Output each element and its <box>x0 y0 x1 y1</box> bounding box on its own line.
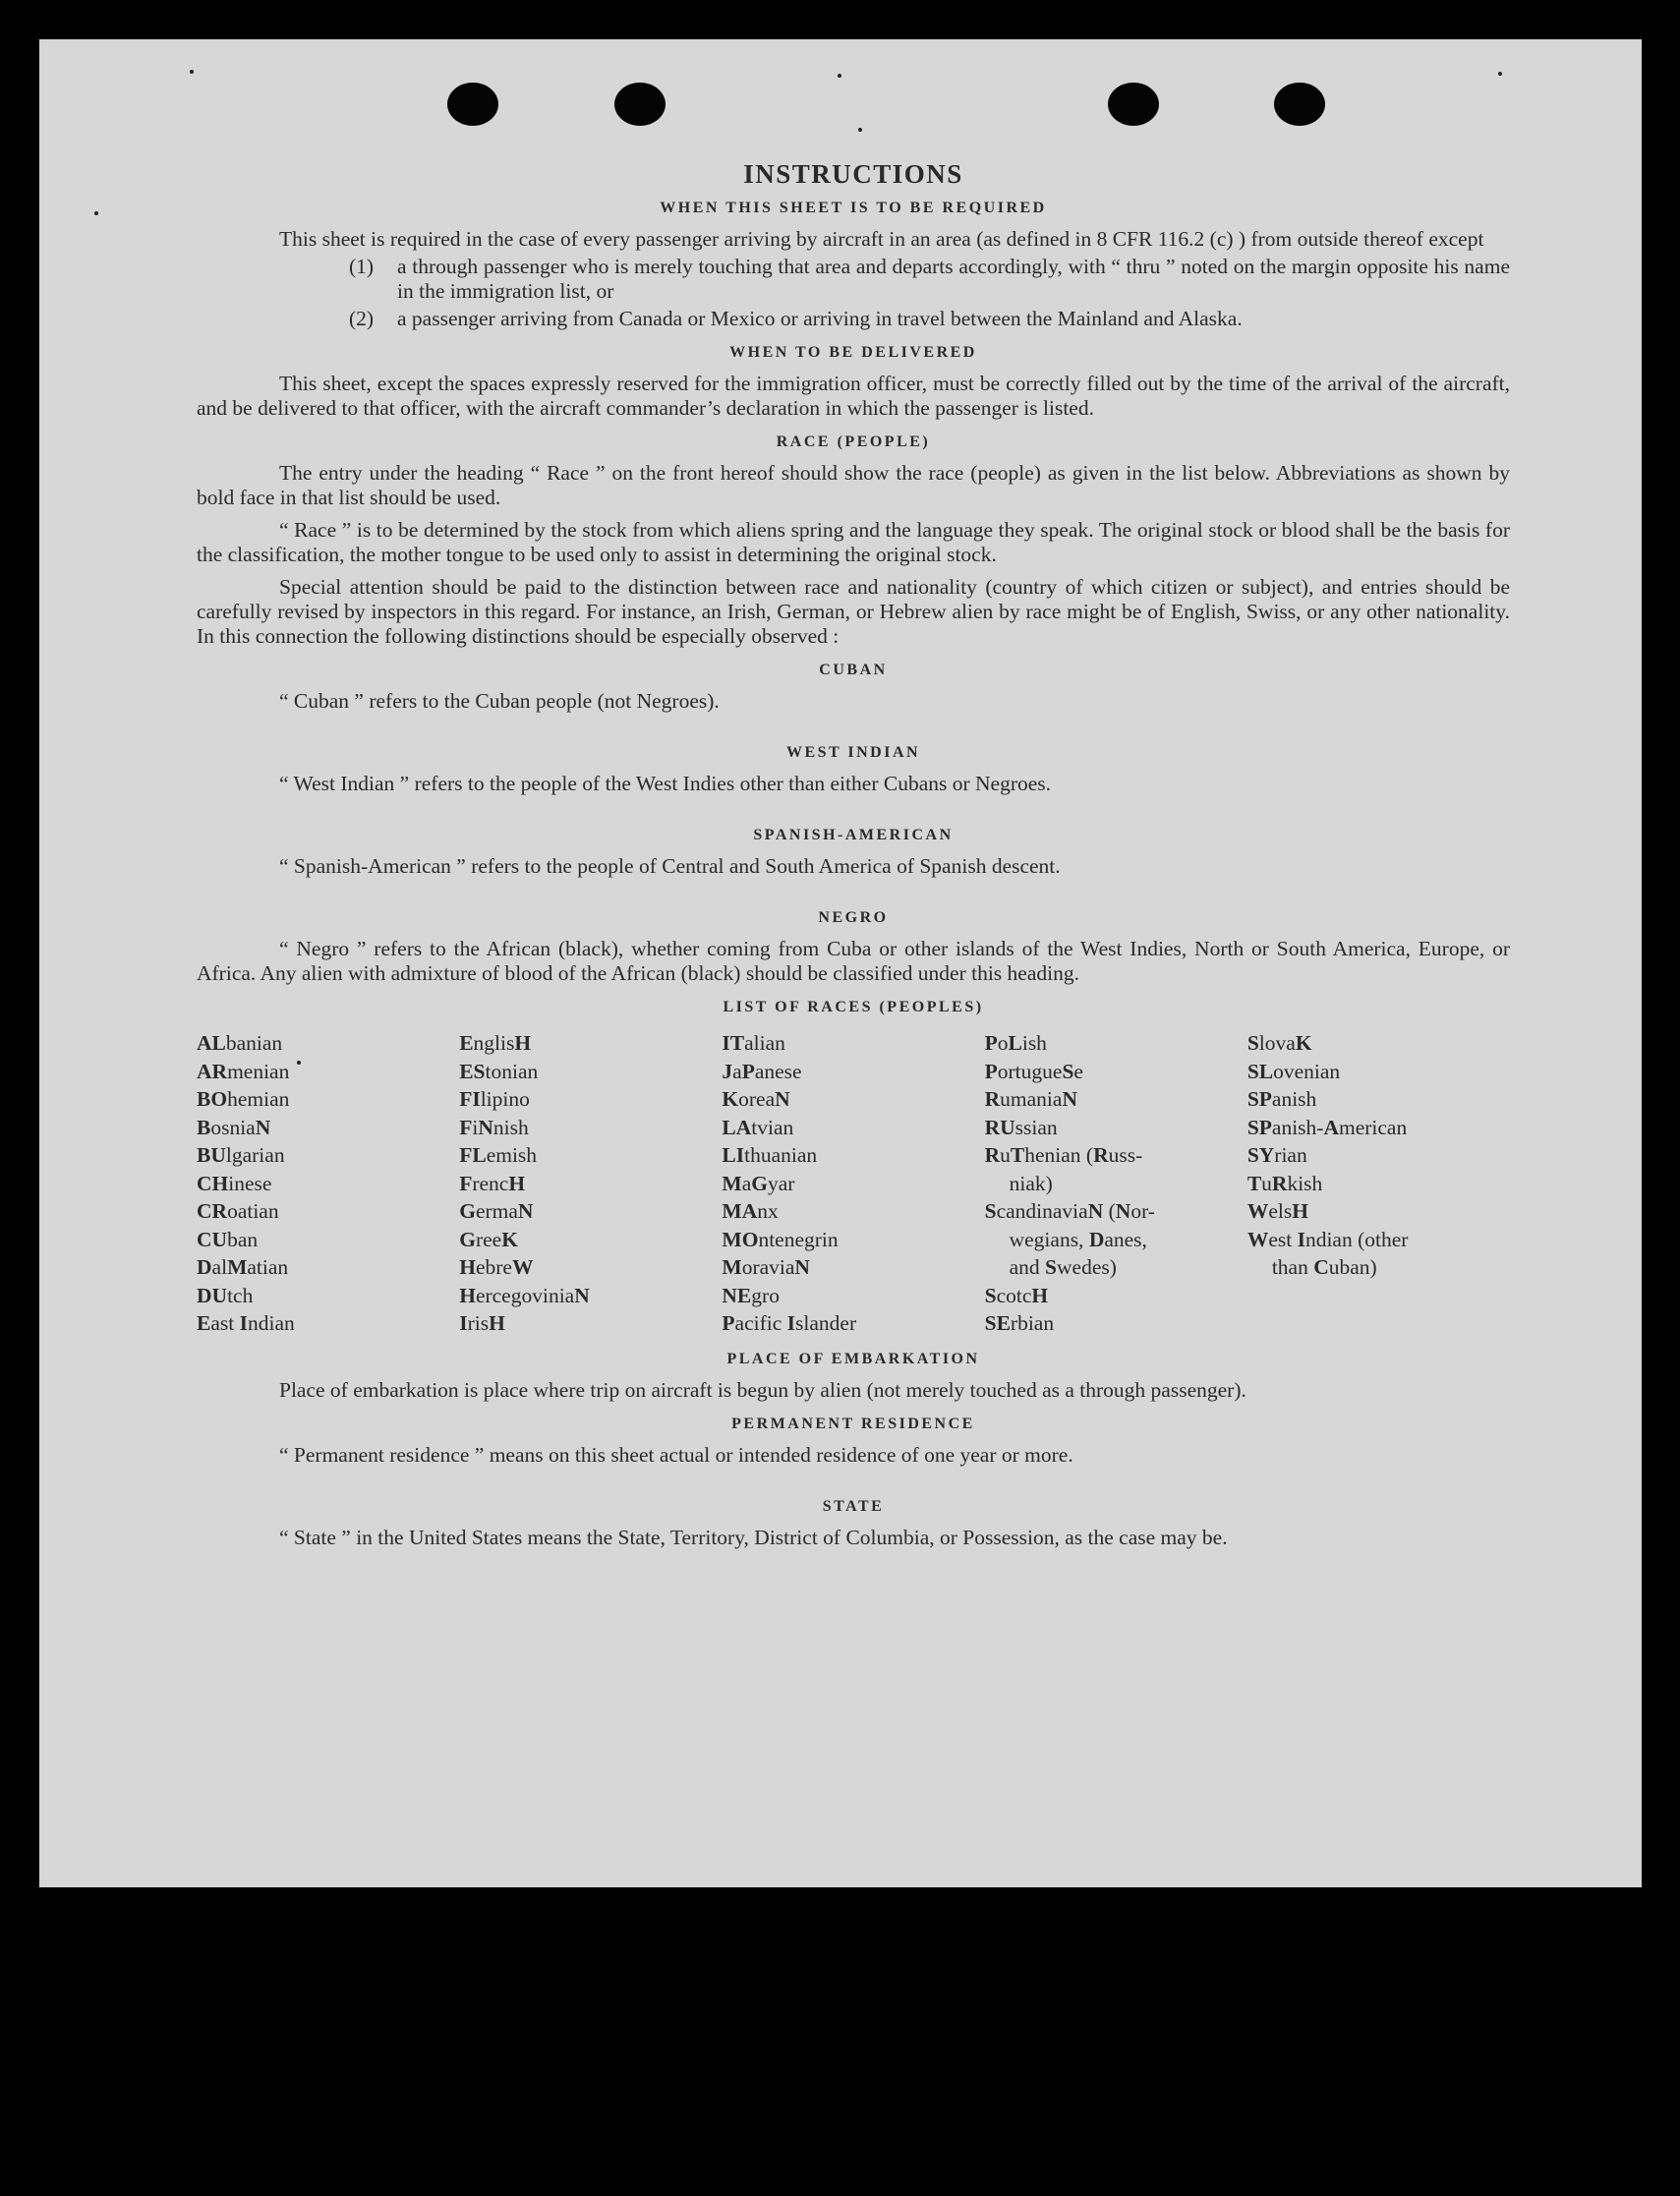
race-entry: ALbanian <box>197 1031 283 1055</box>
section-heading: WHEN TO BE DELIVERED <box>729 344 977 361</box>
race-entry: SYrian <box>1246 1143 1307 1167</box>
paragraph: This sheet is required in the case of every passenger arriving by aircraft in an area (as defined in 8 CFR 116.2 (c) ) from outside thereof except <box>279 227 1484 251</box>
race-entry: BUlgarian <box>197 1143 285 1167</box>
scan-speck <box>190 70 194 74</box>
race-entry: than Cuban) <box>1271 1255 1377 1279</box>
race-entry: ITalian <box>722 1031 785 1055</box>
race-entry: EnglisH <box>459 1031 532 1055</box>
race-entry: RumaniaN <box>984 1087 1077 1111</box>
race-entry: East Indian <box>197 1311 295 1335</box>
race-entry: LIthuanian <box>722 1143 818 1167</box>
section-heading: PERMANENT RESIDENCE <box>731 1415 975 1432</box>
race-entry: RUssian <box>984 1115 1058 1139</box>
scan-speck <box>838 74 841 78</box>
race-entry: SErbian <box>984 1311 1055 1335</box>
race-entry: KoreaN <box>722 1087 790 1111</box>
scan-speck <box>1498 72 1502 76</box>
race-entry: BosniaN <box>197 1115 271 1139</box>
paragraph: This sheet, except the spaces expressly reserved for the immigration officer, must be correctly filled out by the time of the arrival of the aircraft, and be delivered to that officer, with the aircraft commander’s declaration in which the passenger is listed. <box>197 372 1510 420</box>
paragraph: The entry under the heading “ Race ” on the front hereof should show the race (people) as given in the list below. Abbreviations as shown by bold face in that list should be used. <box>197 461 1510 509</box>
race-entry: West Indian (other <box>1246 1227 1409 1251</box>
race-entry: BOhemian <box>197 1087 290 1111</box>
race-column <box>985 1029 1247 1338</box>
item-text: a passenger arriving from Canada or Mexico or arriving in travel between the Mainland and Alaska. <box>397 307 1243 330</box>
race-entry: NEgro <box>722 1283 780 1307</box>
race-entry: SLovenian <box>1246 1059 1341 1083</box>
race-entry: LAtvian <box>722 1115 794 1139</box>
section-heading: SPANISH-AMERICAN <box>753 827 954 843</box>
race-list <box>197 1029 1510 1338</box>
page-title: INSTRUCTIONS <box>743 159 963 189</box>
race-entry: FrencH <box>459 1171 526 1195</box>
race-entry: FIlipino <box>459 1087 530 1111</box>
punch-hole <box>1108 83 1159 126</box>
race-entry: MOntenegrin <box>722 1227 839 1251</box>
race-column <box>197 1029 459 1338</box>
race-entry: PoLish <box>984 1031 1047 1055</box>
race-entry: wegians, Danes, <box>1009 1227 1147 1251</box>
race-column <box>1247 1029 1510 1338</box>
scan-speck <box>858 128 862 132</box>
race-entry: WelsH <box>1246 1199 1308 1223</box>
instructions-content <box>197 159 1510 1550</box>
race-entry: MAnx <box>722 1199 779 1223</box>
item-number: (2) <box>349 307 375 330</box>
punch-hole <box>614 83 666 126</box>
race-entry: ARmenian <box>197 1059 290 1083</box>
race-entry: CUban <box>197 1227 259 1251</box>
race-entry: SPanish <box>1246 1087 1317 1111</box>
race-entry: RuThenian (Russ- <box>984 1143 1143 1167</box>
race-entry: and Swedes) <box>1009 1255 1117 1279</box>
race-entry: DUtch <box>197 1283 254 1307</box>
item-text: a through passenger who is merely touching that area and departs accordingly, with “ thru ” noted on the margin opposite his name in the immigration list, or <box>397 255 1510 303</box>
section-heading: LIST OF RACES (PEOPLES) <box>723 999 984 1015</box>
section-heading: CUBAN <box>819 662 888 678</box>
list-item <box>349 307 1510 331</box>
race-entry: CHinese <box>197 1171 272 1195</box>
paragraph: “ Spanish-American ” refers to the people of Central and South America of Spanish descent. <box>279 854 1061 878</box>
paragraph: “ Negro ” refers to the African (black), whether coming from Cuba or other islands of the West Indies, North or South America, Europe, or Africa. Any alien with admixture of blood of the African (black) should be classified under this heading. <box>197 937 1510 985</box>
paragraph: “ West Indian ” refers to the people of the West Indies other than either Cubans or Negroes. <box>279 772 1052 795</box>
race-entry: PortugueSe <box>984 1059 1083 1083</box>
race-entry: FiNnish <box>459 1115 529 1139</box>
race-entry: niak) <box>1009 1171 1053 1195</box>
paragraph: Special attention should be paid to the distinction between race and nationality (country of which citizen or subject), and entries should be carefully revised by inspectors in this regard. For instance, an Irish, German, or Hebrew alien by race might be of English, Swiss, or any other nationality. In this connection the following distinctions should be especially observed : <box>197 575 1510 648</box>
race-entry: CRoatian <box>197 1199 279 1223</box>
section-heading: WEST INDIAN <box>785 744 921 761</box>
race-entry: EStonian <box>459 1059 539 1083</box>
race-entry: FLemish <box>459 1143 538 1167</box>
race-column <box>459 1029 722 1338</box>
race-entry: Pacific Islander <box>722 1311 857 1335</box>
list-item <box>349 255 1510 304</box>
race-column <box>722 1029 984 1338</box>
section-heading: STATE <box>822 1497 885 1515</box>
paragraph: “ State ” in the United States means the State, Territory, District of Columbia, or Possession, as the case may be. <box>279 1525 1228 1549</box>
paragraph: “ Cuban ” refers to the Cuban people (not Negroes). <box>279 689 720 713</box>
race-entry: TuRkish <box>1246 1171 1323 1195</box>
punch-hole <box>447 83 498 126</box>
race-entry: DalMatian <box>197 1255 289 1279</box>
race-entry: SlovaK <box>1246 1031 1312 1055</box>
race-entry: ScandinaviaN (Nor- <box>984 1199 1155 1223</box>
race-entry: GermaN <box>459 1199 534 1223</box>
document-sheet <box>39 39 1642 1887</box>
punch-hole <box>1274 83 1325 126</box>
section-heading: PLACE OF EMBARKATION <box>726 1350 980 1367</box>
item-number: (1) <box>349 255 375 278</box>
section-heading: WHEN THIS SHEET IS TO BE REQUIRED <box>660 200 1047 216</box>
race-entry: MaGyar <box>722 1171 795 1195</box>
race-entry: HercegoviniaN <box>459 1283 590 1307</box>
section-heading: RACE (PEOPLE) <box>776 433 931 450</box>
race-entry: MoraviaN <box>722 1255 810 1279</box>
section-heading: NEGRO <box>818 909 889 926</box>
race-entry: GreeK <box>459 1227 518 1251</box>
race-entry: ScotcH <box>984 1283 1049 1307</box>
race-entry: HebreW <box>459 1255 534 1279</box>
race-entry: JaPanese <box>722 1059 802 1083</box>
paragraph: “ Race ” is to be determined by the stock from which aliens spring and the language they speak. The original stock or blood shall be the basis for the classification, the mother tongue to be used only to assist in determining the original stock. <box>197 518 1510 566</box>
scan-speck <box>94 211 98 215</box>
paragraph: Place of embarkation is place where trip on aircraft is begun by alien (not merely touched as a through passenger). <box>279 1377 1246 1402</box>
race-entry: SPanish-American <box>1246 1115 1408 1139</box>
race-entry: IrisH <box>459 1311 505 1335</box>
paragraph: “ Permanent residence ” means on this sheet actual or intended residence of one year or more. <box>279 1442 1073 1467</box>
